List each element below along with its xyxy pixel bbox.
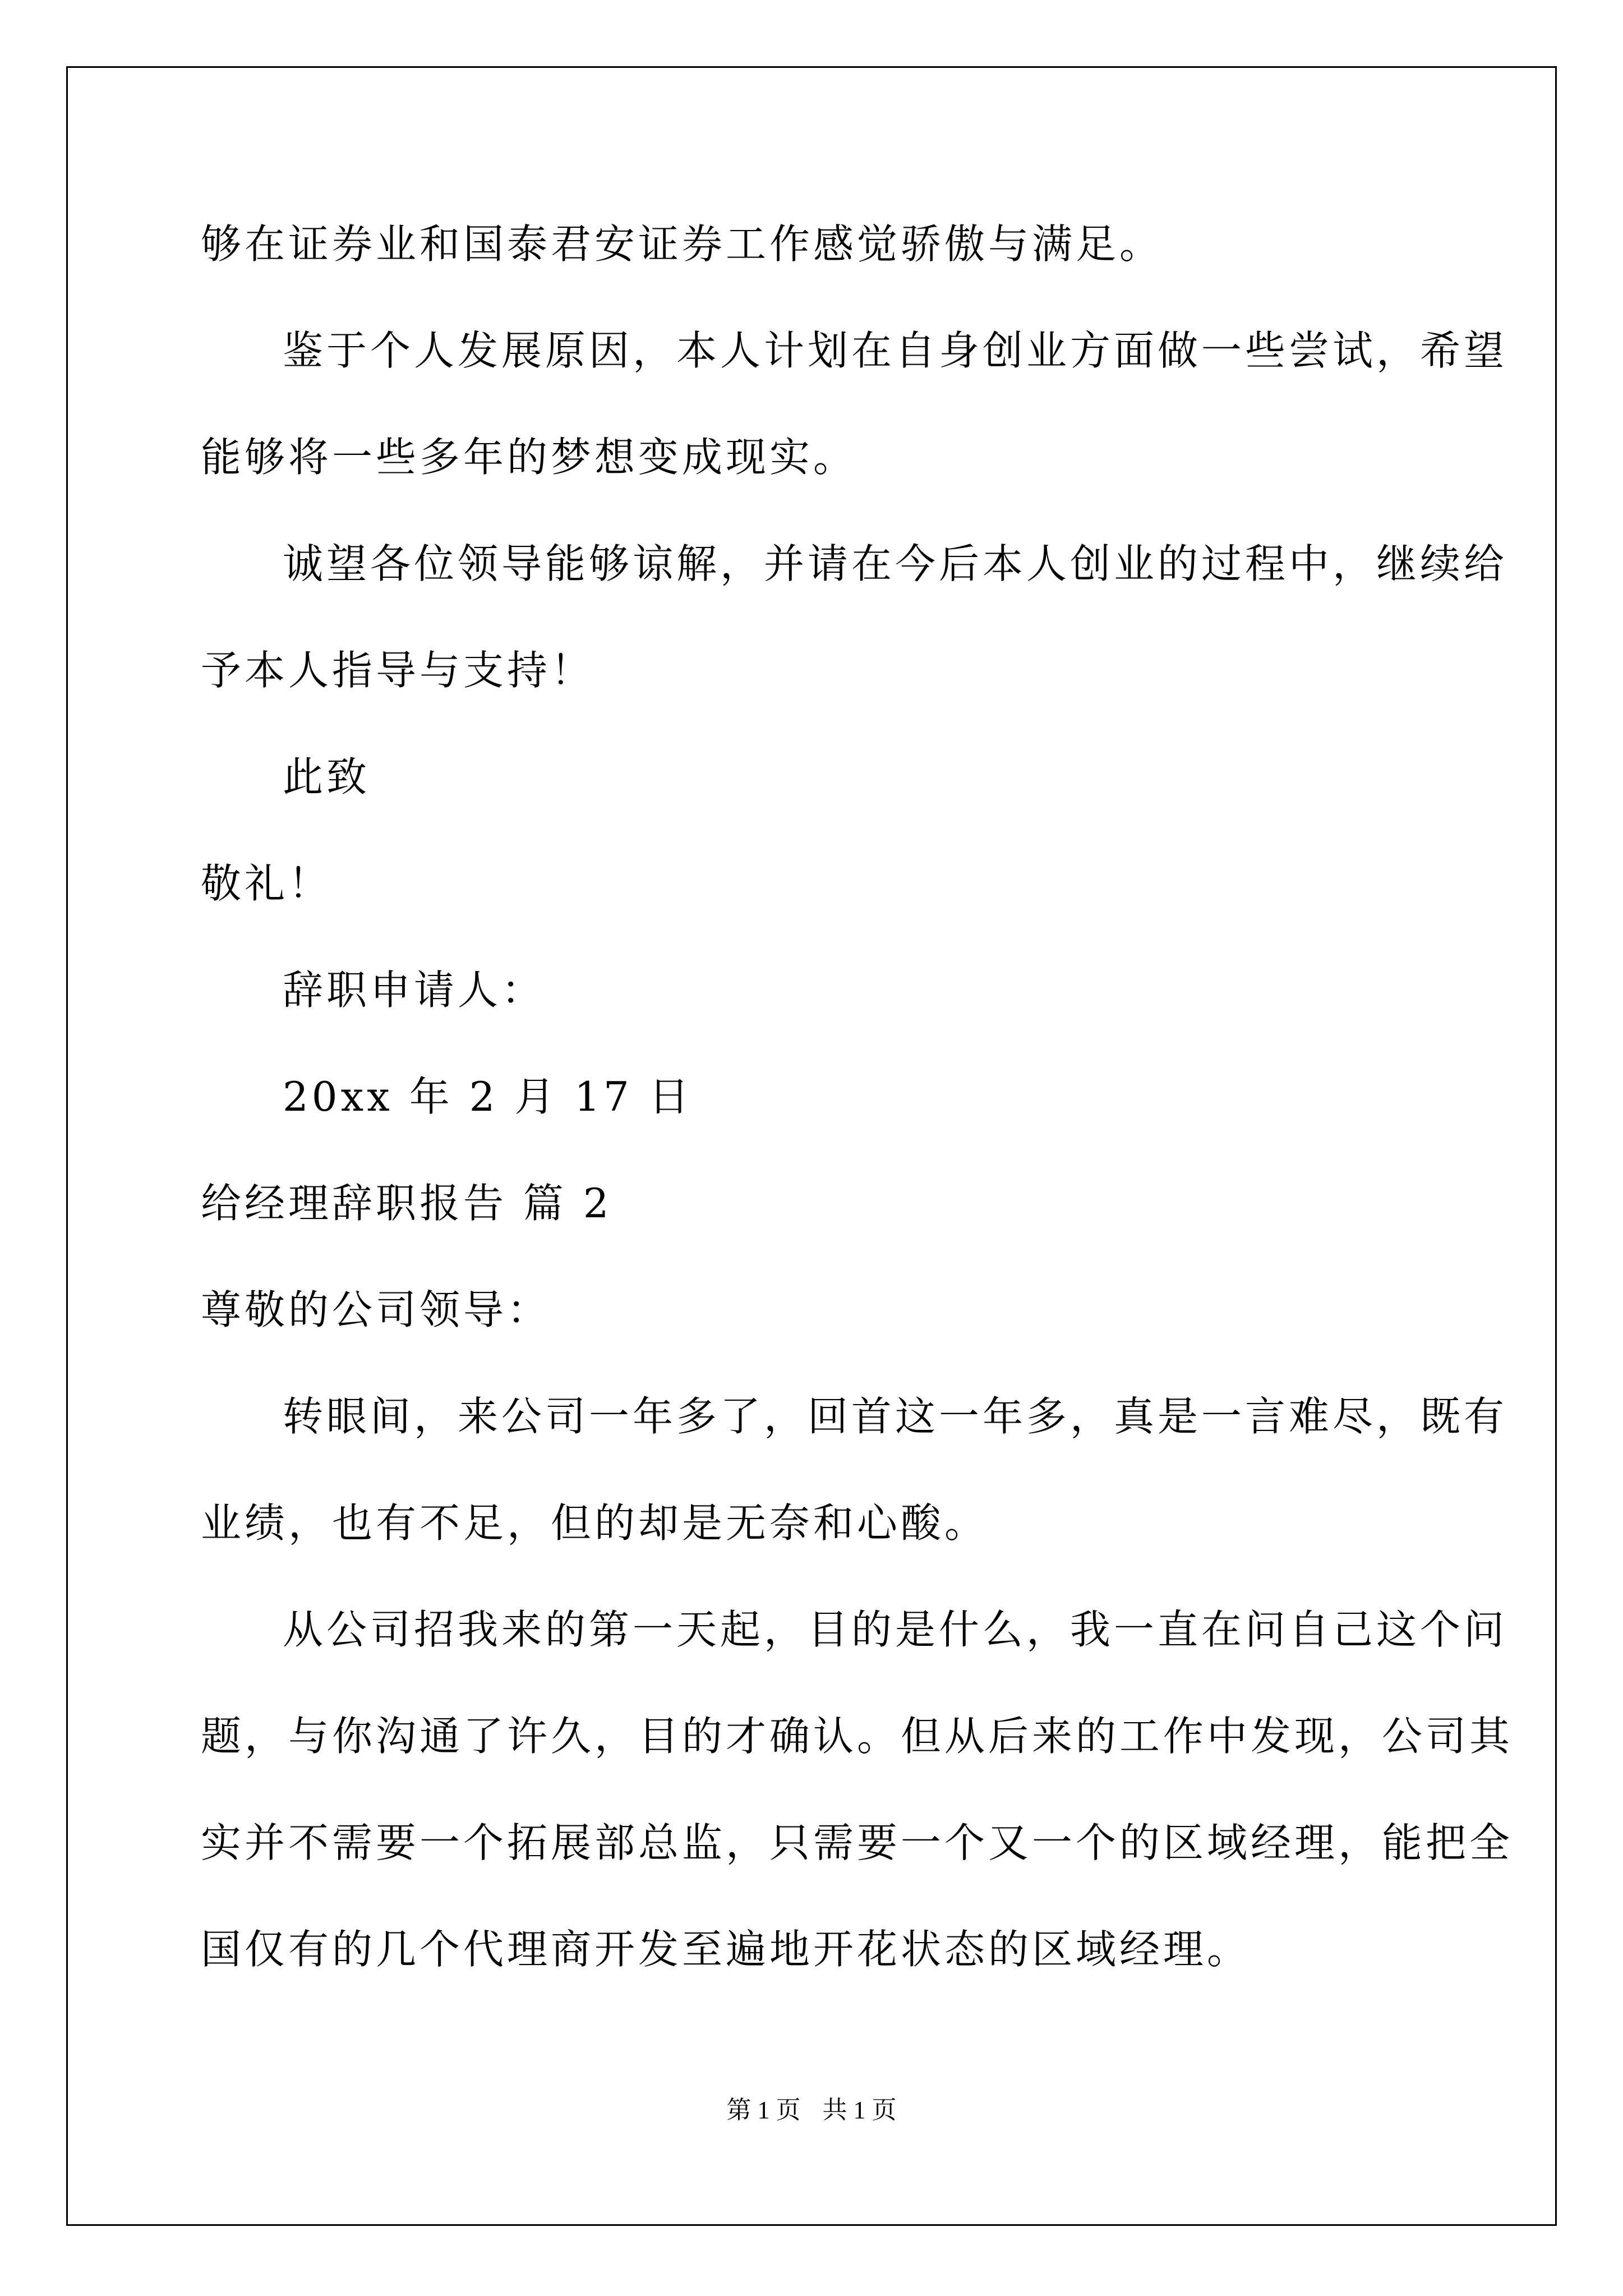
paragraph-line: 够在证券业和国泰君安证券工作感觉骄傲与满足。 <box>201 220 1164 268</box>
section-heading: 给经理辞职报告 篇 2 <box>201 1180 612 1227</box>
paragraph-line: 能够将一些多年的梦想变成现实。 <box>201 434 857 481</box>
paragraph-line: 实并不需要一个拓展部总监，只需要一个又一个的区域经理，能把全 <box>201 1819 1514 1866</box>
paragraph-line: 诚望各位领导能够谅解，并请在今后本人创业的过程中，继续给 <box>283 540 1508 587</box>
greeting-line: 尊敬的公司领导： <box>201 1286 551 1333</box>
date-line: 20xx 年 2 月 17 日 <box>283 1073 693 1120</box>
page-number: 第 1 页 <box>726 2096 801 2124</box>
paragraph-line: 转眼间，来公司一年多了，回首这一年多，真是一言难尽，既有 <box>283 1393 1508 1440</box>
page-footer <box>0 2090 1623 2125</box>
paragraph-line: 题，与你沟通了许久，目的才确认。但从后来的工作中发现，公司其 <box>201 1713 1514 1760</box>
salutation-line: 此致 <box>283 753 371 800</box>
paragraph-line: 鉴于个人发展原因，本人计划在自身创业方面做一些尝试，希望 <box>283 327 1508 374</box>
paragraph-line: 国仅有的几个代理商开发至遍地开花状态的区域经理。 <box>201 1926 1251 1973</box>
paragraph-line: 予本人指导与支持！ <box>201 647 595 694</box>
document-body <box>201 191 1514 2003</box>
salutation-line: 敬礼！ <box>201 860 333 907</box>
paragraph-line: 业绩，也有不足，但的却是无奈和心酸。 <box>201 1499 989 1547</box>
paragraph-line: 从公司招我来的第一天起，目的是什么，我一直在问自己这个问 <box>283 1606 1508 1653</box>
page-total: 共 1 页 <box>822 2096 897 2124</box>
signature-line: 辞职申请人： <box>283 967 546 1014</box>
